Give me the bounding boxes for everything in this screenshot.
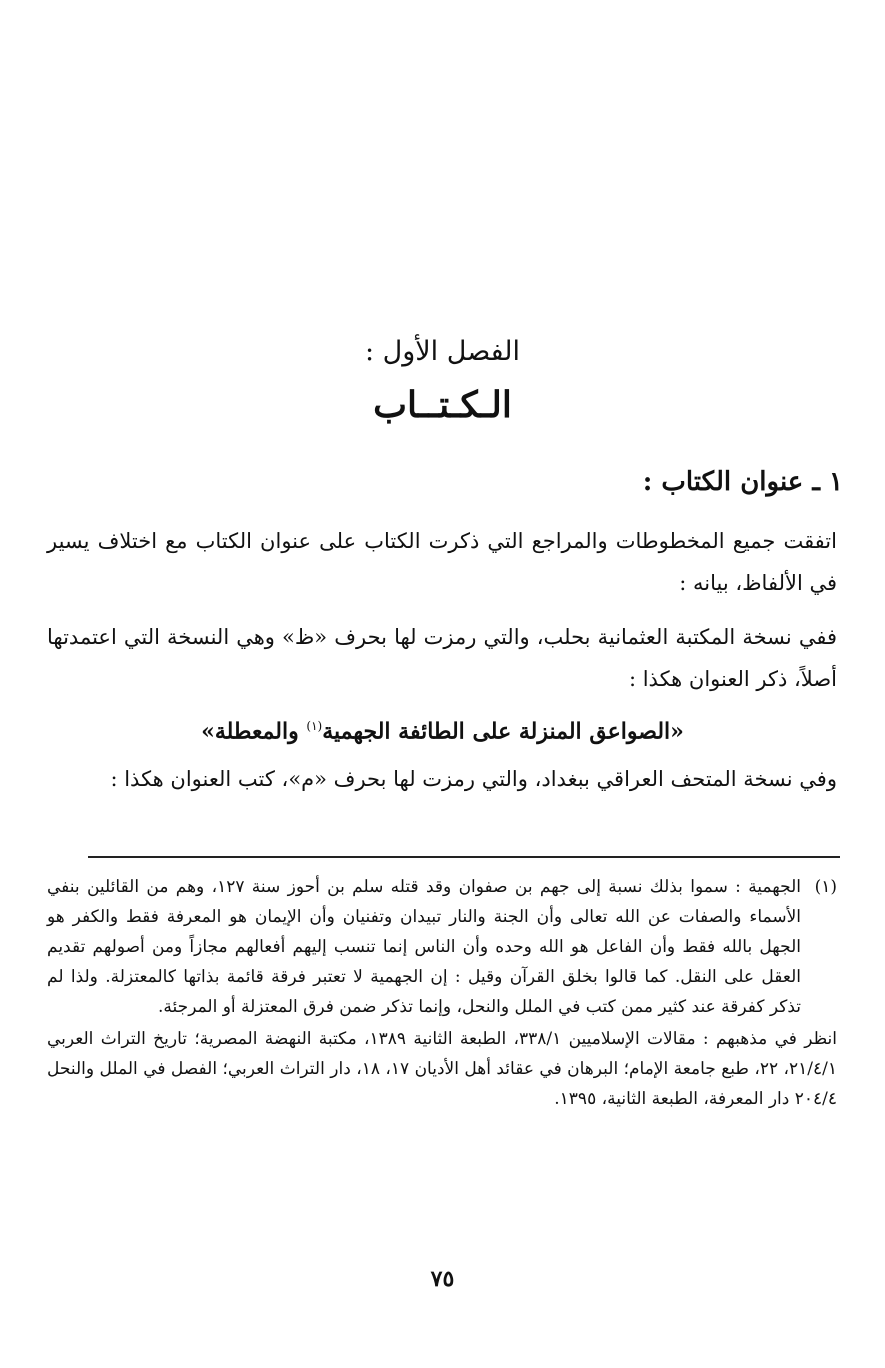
chapter-title: الـكـتــاب bbox=[373, 384, 512, 426]
paragraph-intro: اتفقت جميع المخطوطات والمراجع التي ذكرت الكتاب على عنوان الكتاب مع اختلاف يسير في الألفاظ، بيانه : bbox=[47, 529, 837, 595]
quote-after: والمعطلة» bbox=[201, 718, 307, 745]
paragraph-iraqi-museum-copy: وفي نسخة المتحف العراقي ببغداد، والتي رمزت لها بحرف «م»، كتب العنوان هكذا : bbox=[110, 767, 837, 791]
footnote-marker: (١) bbox=[814, 877, 837, 897]
quote-before: «الصواعق المنزلة على الطائفة الجهمية bbox=[322, 718, 684, 745]
footnote-item bbox=[47, 872, 837, 1022]
footnote-reference: (١) bbox=[306, 719, 323, 733]
footnote-references: انظر في مذهبهم : مقالات الإسلاميين ٣٣٨/١، الطبعة الثانية ١٣٨٩، مكتبة النهضة المصرية؛ تاريخ التراث العربي ٢١/٤/١، ٢٢، طبع جامعة الإمام؛ البرهان في عقائد أهل الأديان ١٧، ١٨، دار التراث العربي؛ الفصل في الملل والنحل ٢٠٤/٤ دار المعرفة، الطبعة الثانية، ١٣٩٥. bbox=[47, 1029, 838, 1109]
footnotes bbox=[47, 872, 837, 1114]
section-heading: ١ ـ عنوان الكتاب : bbox=[642, 467, 843, 497]
paragraph-zahiriyya-copy: ففي نسخة المكتبة العثمانية بحلب، والتي رمزت لها بحرف «ظ» وهي النسخة التي اعتمدتها أصلاً، ذكر العنوان هكذا : bbox=[47, 625, 837, 691]
book-title-quote bbox=[0, 706, 885, 751]
footnote-text: الجهمية : سموا بذلك نسبة إلى جهم بن صفوان وقد قتله سلم بن أحوز سنة ١٢٧، وهم من القائلين بنفي الأسماء والصفات عن الله تعالى وأن الجنة والنار تبيدان وتفنيان وأن الإيمان هو المعرفة فقط والكفر هو الجهل بالله فقط وأن الفاعل هو الله وحده وأن الناس إنما تنسب إليهم أفعالهم مجازاً ومن أصولهم تقديم العقل على النقل. كما قالوا بخلق القرآن وقيل : إن الجهمية لا تعتبر فرقة قائمة بذاتها كالمعتزلة. ولذا لم تذكر كفرقة عند كثير ممن كتب في الملل والنحل، وإنما تذكر ضمن فرق المعتزلة أو المرجئة. bbox=[47, 877, 801, 1017]
page-number: ٧٥ bbox=[430, 1266, 455, 1292]
footnote-divider bbox=[88, 856, 840, 858]
chapter-label: الفصل الأول : bbox=[364, 336, 521, 367]
